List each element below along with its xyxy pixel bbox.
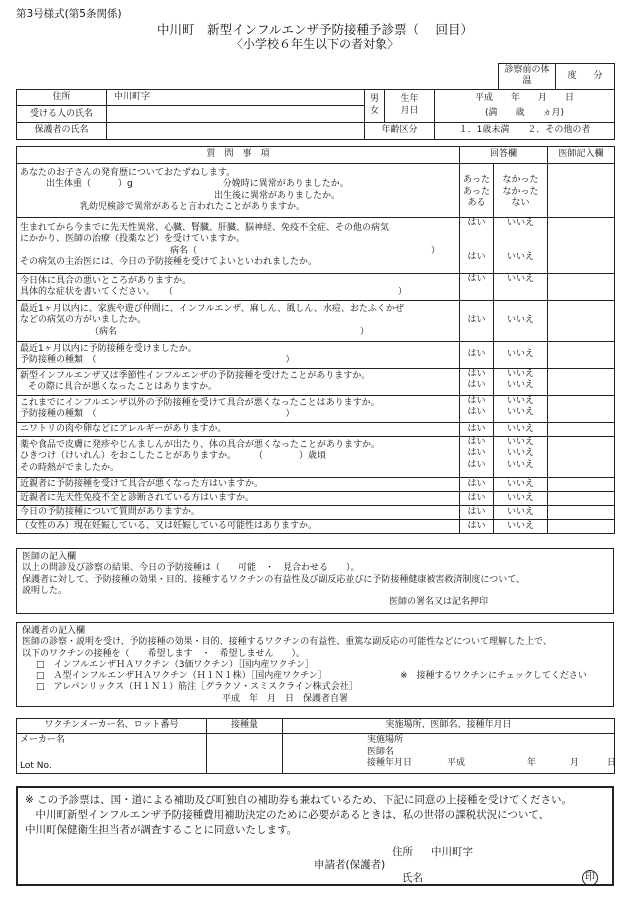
question-line: 出生体重（ ）g 分娩時に異常がありましたか。	[46, 179, 349, 190]
sex-male: 男	[369, 94, 379, 105]
answer-option: いいえ	[507, 251, 535, 262]
vaccine-option-2-label: □ Ａ型インフルエンザＨＡワクチン（Ｈ１Ｎ１株）［国内産ワクチン］	[36, 671, 327, 681]
question-text	[17, 423, 460, 437]
exam-temp-label: 診察前の体温	[499, 64, 556, 90]
answer-option: はい	[467, 459, 486, 470]
doctor-box-line3: 説明した。	[22, 585, 68, 596]
exam-temp-field[interactable]	[556, 64, 615, 90]
answer-option: いいえ	[507, 407, 535, 418]
doctor-note-cell[interactable]	[548, 492, 615, 506]
dob-label	[385, 89, 435, 123]
question-row	[17, 478, 615, 492]
answer-yes[interactable]	[460, 274, 494, 301]
question-row	[17, 274, 615, 301]
answer-option: はい	[467, 251, 486, 262]
answer-option: はい	[467, 218, 486, 228]
doctor-note-cell[interactable]	[548, 478, 615, 492]
doctor-note-cell[interactable]	[548, 274, 615, 301]
question-text	[17, 396, 460, 423]
answer-option: はい	[467, 407, 486, 418]
answer-option	[463, 164, 490, 175]
question-line: 出生後に異常がありましたか。	[214, 190, 341, 201]
question-line: などの病気の方がいましたか。	[20, 315, 147, 326]
answer-option	[497, 229, 544, 240]
answer-no[interactable]	[494, 164, 548, 218]
answer-no[interactable]	[494, 369, 548, 396]
question-line: 病名（ ）	[170, 245, 441, 256]
answer-option: いいえ	[507, 437, 535, 447]
doctor-signature[interactable]: 医師の署名又は記名押印	[388, 597, 488, 607]
doctor-note-cell[interactable]	[548, 520, 615, 534]
seal-stamp-icon	[582, 870, 598, 886]
question-line: その際に具合が悪くなったことはありますか。	[28, 382, 218, 392]
answer-option: はい	[467, 396, 486, 406]
question-line: 最近1ヶ月以内に、家族や遊び仲間に、インフルエンザ、麻しん、風しん、水痘、おたふくかぜ	[20, 304, 404, 315]
answer-option: はい	[467, 478, 486, 489]
answer-option: いいえ	[507, 218, 535, 228]
dob-label-1: 生年	[400, 94, 419, 105]
doctor-note-cell[interactable]	[548, 218, 615, 274]
doctor-box-line2: 保護者に対して、予防接種の効果・目的、接種するワクチンの有益性及び副反応並びに予防接種健康被害救済制度について、	[22, 574, 526, 585]
answer-yes[interactable]	[460, 342, 494, 369]
questions-table	[16, 146, 615, 534]
guardian-box-line2[interactable]: 以下のワクチンの接種を（ 希望します ・ 希望しません ）。	[22, 648, 306, 659]
question-row	[17, 342, 615, 369]
question-line: にかかり、医師の治療（投薬など）を受けていますか。	[20, 234, 246, 245]
question-row	[17, 164, 615, 218]
question-line: 最近1ヶ月以内に予防接種を受けましたか。	[20, 343, 197, 354]
vaccine-col-dose: 接種量	[207, 719, 283, 734]
doctor-box-line1[interactable]: 以上の問診及び診察の結果、今日の予防接種は（ 可能 ・ 見合わせる ）。	[22, 563, 360, 574]
answer-yes[interactable]	[460, 369, 494, 396]
answer-no[interactable]	[494, 301, 548, 342]
answer-no[interactable]	[494, 437, 548, 478]
question-row	[17, 437, 615, 478]
answer-option: いいえ	[507, 349, 535, 360]
question-text	[17, 369, 460, 396]
answer-no[interactable]	[494, 492, 548, 506]
answer-option: はい	[467, 506, 486, 517]
question-line: 具体的な症状を書いてください。 （ ）	[20, 287, 408, 297]
sex-field[interactable]	[365, 89, 385, 123]
answer-option: ある	[467, 197, 486, 208]
question-line: 乳幼児検診で異常があると言われたことがありますか。	[80, 201, 306, 212]
question-text	[17, 218, 460, 274]
temp-unit-min: 分	[593, 70, 603, 81]
page-subtitle: 〈小学校６年生以下の者対象〉	[230, 37, 399, 51]
question-line: 予防接種の種類 （ ）	[20, 409, 295, 419]
answer-no[interactable]	[494, 520, 548, 534]
answer-no[interactable]	[494, 396, 548, 423]
doctor-note-cell[interactable]	[548, 506, 615, 520]
applicant-label: 申請者(保護者)	[314, 859, 386, 871]
answer-option: はい	[467, 423, 486, 434]
answer-yes[interactable]	[460, 301, 494, 342]
doctor-note-cell[interactable]	[548, 164, 615, 218]
question-text	[17, 342, 460, 369]
lot-label: Lot No.	[20, 760, 52, 771]
guardian-sign-line[interactable]: 平成 年 月 日 保護者自署	[222, 693, 349, 704]
age-category-label: 年齢区分	[365, 123, 435, 140]
question-line: 予防接種の種類 （ ）	[20, 355, 295, 365]
notice-line3: 中川町保健衛生担当者が調査することに同意いたします。	[25, 824, 298, 837]
question-row	[17, 218, 615, 274]
question-text	[17, 164, 460, 218]
doctor-box-title: 医師の記入欄	[22, 552, 77, 562]
notice-name-label: 氏名	[402, 872, 423, 884]
question-text	[17, 492, 460, 506]
question-line: ひきつけ（けいれん）をおこしたことがありますか。 （ ）歳頃	[20, 451, 327, 462]
maker-lot-field[interactable]	[17, 734, 207, 774]
answer-option: はい	[467, 369, 486, 379]
answer-option: はい	[467, 349, 486, 360]
question-line: （病名 ）	[90, 326, 370, 337]
answer-option: なかった	[502, 175, 539, 186]
date-heisei: 平成	[447, 758, 466, 769]
page-title: 中川町 新型インフルエンザ予防接種予診票（ 回目）	[157, 22, 473, 37]
question-line: その時熱がでましたか。	[20, 462, 120, 473]
answer-option: いいえ	[507, 369, 535, 379]
answer-option	[463, 285, 490, 296]
question-row	[17, 520, 615, 534]
notice-address-label: 住所	[392, 846, 413, 858]
dob-value: 平成 年 月 日	[475, 92, 575, 103]
doctor-note-cell[interactable]	[548, 423, 615, 437]
answer-yes[interactable]	[460, 437, 494, 478]
answer-option: あった	[463, 175, 490, 186]
date-label: 接種年月日	[367, 758, 413, 769]
doctor-note-cell[interactable]	[548, 342, 615, 369]
seal-stamp-text: 印	[582, 870, 598, 886]
vaccine-col-maker: ワクチンメーカー名、ロット番号	[17, 719, 207, 734]
consent-notice-box	[16, 786, 614, 886]
answer-no[interactable]	[494, 506, 548, 520]
question-text	[17, 301, 460, 342]
question-line: 近親者に予防接種を受けて具合が悪くなった方はいますか。	[20, 478, 264, 489]
question-line: 今日体に具合の悪いところがありますか。	[20, 275, 192, 286]
answer-option: いいえ	[507, 478, 535, 489]
question-row	[17, 506, 615, 520]
question-line: （女性のみ）現在妊娠している、又は妊娠している可能性はありますか。	[20, 520, 318, 531]
answer-option: あった	[463, 186, 490, 197]
answer-option: いいえ	[507, 448, 535, 459]
answer-no[interactable]	[494, 478, 548, 492]
notice-line1: ※ この予診票は、国・道による補助及び町独自の補助券も兼ねているため、下記に同意の上接種を受けてください。	[25, 794, 572, 806]
question-row	[17, 423, 615, 437]
notice-line2: 中川町新型インフルエンザ予防接種費用補助決定のために必要があるときは、私の世帯の課税状況について、	[25, 809, 550, 822]
notice-address-value: 中川町字	[431, 846, 473, 858]
doctor-note-cell[interactable]	[548, 396, 615, 423]
question-line: あなたのお子さんの発育歴についておたずねします。	[20, 168, 236, 178]
answer-option: いいえ	[507, 396, 535, 406]
address-value: 中川町字	[114, 91, 151, 102]
date-month: 月	[570, 758, 580, 769]
questions-header-doctor: 医師記入欄	[548, 147, 615, 164]
temp-unit-deg: 度	[567, 70, 577, 81]
notice-address[interactable]	[392, 845, 473, 860]
dob-label-2: 月日	[400, 105, 419, 116]
question-row	[17, 301, 615, 342]
question-line: 今日の予防接種について質問がありますか。	[20, 506, 200, 517]
answer-no[interactable]	[494, 274, 548, 301]
answer-option	[497, 241, 544, 252]
question-line: その病気の主治医には、今日の予防接種を受けてよいといわれましたか。	[20, 256, 318, 267]
guardian-name-field[interactable]	[107, 123, 365, 140]
date-row	[367, 758, 617, 770]
doctor-entry-box	[16, 548, 614, 614]
personal-info-table	[16, 63, 615, 140]
age-category-options[interactable]: １．1歳未満 ２．その他の者	[435, 123, 615, 140]
answer-no[interactable]	[494, 342, 548, 369]
place-doctor-date-field[interactable]	[283, 734, 615, 774]
answer-option: いいえ	[507, 506, 535, 517]
answer-option: なかった	[502, 186, 539, 197]
questions-header-item: 質 問 事 項	[17, 147, 460, 164]
patient-name-label: 受ける人の氏名	[17, 106, 107, 123]
answer-option: いいえ	[507, 459, 535, 470]
question-row	[17, 396, 615, 423]
doctor-note-cell[interactable]	[548, 301, 615, 342]
doctor-note-cell[interactable]	[548, 437, 615, 478]
question-text	[17, 478, 460, 492]
answer-yes[interactable]	[460, 218, 494, 274]
check-note: ※ 接種するワクチンにチェックしてください	[400, 671, 587, 681]
answer-option: はい	[467, 437, 486, 447]
maker-label: メーカー名	[20, 735, 65, 745]
answer-option: いいえ	[507, 492, 535, 503]
patient-name-field[interactable]	[107, 106, 365, 123]
answer-option: いいえ	[507, 315, 535, 326]
answer-yes[interactable]	[460, 396, 494, 423]
vaccine-record-table	[16, 718, 615, 774]
question-row	[17, 492, 615, 506]
vaccine-option-2[interactable]	[22, 671, 608, 682]
answer-yes[interactable]	[460, 520, 494, 534]
question-line: 薬や食品で皮膚に発疹やじんましんが出たり、体の具合が悪くなったことがありますか。	[20, 440, 381, 451]
date-day: 日	[607, 758, 617, 769]
question-line: 生まれてから今までに先天性異常、心臓、腎臓、肝臓、脳神経、免疫不全症、その他の病気	[20, 223, 390, 233]
answer-option	[463, 241, 490, 252]
answer-option: ない	[511, 197, 530, 208]
answer-option: いいえ	[507, 380, 535, 391]
answer-yes[interactable]	[460, 492, 494, 506]
answer-option: はい	[467, 448, 486, 459]
question-text	[17, 520, 460, 534]
answer-option: はい	[467, 380, 486, 391]
vaccine-col-place: 実施場所、医師名、接種年月日	[283, 719, 615, 734]
answer-option: いいえ	[507, 520, 535, 531]
answer-option: はい	[467, 492, 486, 503]
date-year: 年	[527, 758, 537, 769]
doctor-label: 医師名	[367, 746, 395, 757]
dob-field[interactable]	[435, 89, 615, 123]
question-text	[17, 506, 460, 520]
question-text	[17, 274, 460, 301]
doctor-note-cell[interactable]	[548, 369, 615, 396]
guardian-entry-box	[16, 622, 614, 707]
answer-no[interactable]	[494, 423, 548, 437]
answer-option: いいえ	[507, 274, 535, 284]
answer-yes[interactable]	[460, 506, 494, 520]
address-label: 住所	[17, 89, 107, 106]
address-field[interactable]	[107, 89, 365, 106]
question-row	[17, 369, 615, 396]
question-line: 新型インフルエンザ又は季節性インフルエンザの予防接種を受けたことがありますか。	[20, 370, 371, 381]
place-label: 実施場所	[367, 735, 404, 745]
vaccine-option-1[interactable]: □ インフルエンザＨＡワクチン（3価ワクチン）［国内産ワクチン］	[36, 659, 315, 670]
form-id: 第3号様式(第5条関係)	[16, 8, 122, 20]
question-line: ニワトリの肉や卵などにアレルギーがありますか。	[20, 423, 227, 434]
answer-option	[497, 285, 544, 296]
question-text	[17, 437, 460, 478]
guardian-box-line1: 医師の診察・説明を受け、予防接種の効果・目的、接種するワクチンの有益性、重篤な副反応の可能性などについて理解した上で、	[22, 637, 552, 648]
questions-header-answer: 回答欄	[460, 147, 548, 164]
answer-no[interactable]	[494, 218, 548, 274]
age-value: (満 歳 ヵ月)	[484, 107, 565, 118]
dose-field[interactable]	[207, 734, 283, 774]
answer-option: はい	[467, 315, 486, 326]
answer-option: はい	[467, 274, 486, 284]
answer-yes[interactable]	[460, 164, 494, 218]
vaccine-option-3[interactable]: □ アレパンリックス（Ｈ１Ｎ１）筋注［グラクソ・スミスクライン株式会社］	[36, 682, 358, 693]
answer-option: いいえ	[507, 423, 535, 434]
answer-option	[463, 229, 490, 240]
answer-option	[497, 164, 544, 175]
answer-yes[interactable]	[460, 423, 494, 437]
guardian-box-title: 保護者の記入欄	[22, 626, 86, 636]
question-line: 近親者に先天性免疫不全と診断されている方はいますか。	[20, 492, 255, 503]
answer-option: はい	[467, 520, 486, 531]
question-line: これまでにインフルエンザ以外の予防接種を受けて具合が悪くなったことはありますか。	[20, 397, 380, 408]
answer-yes[interactable]	[460, 478, 494, 492]
guardian-name-label: 保護者の氏名	[17, 123, 107, 140]
sex-female: 女	[369, 105, 379, 116]
